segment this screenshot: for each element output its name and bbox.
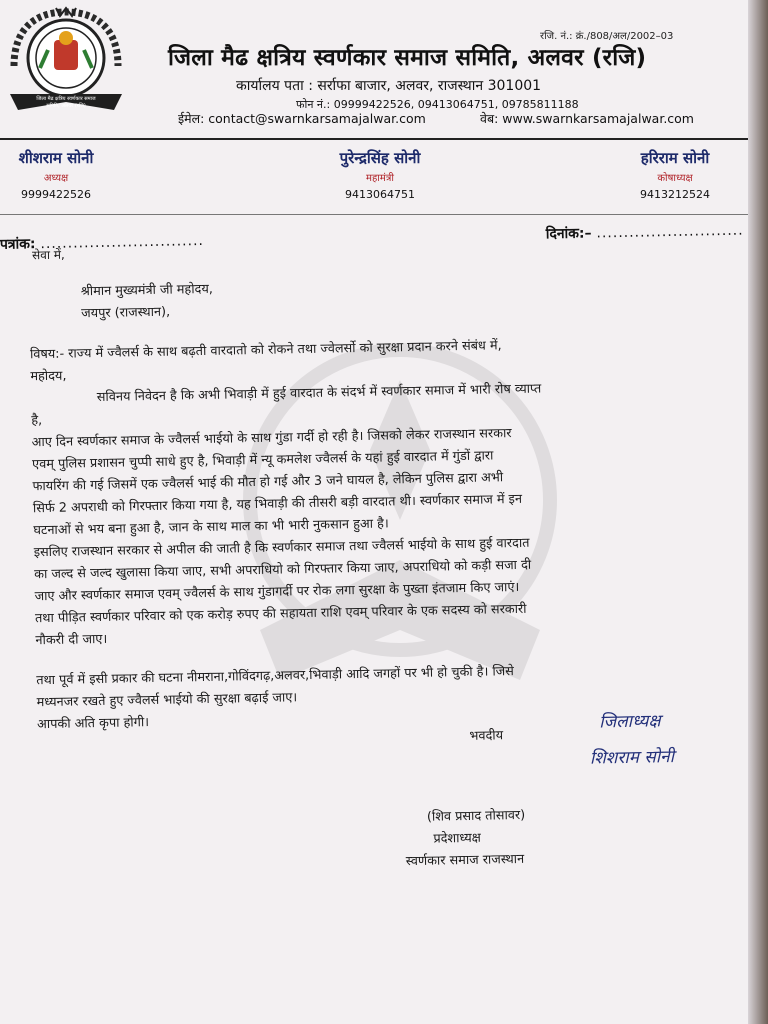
body-line: जाए और स्वर्णकार समाज एवम् ज्वैलर्स के साथ गुंडागर्दी पर रोक लगा सुरक्षा के पुख्ता इंतजाम किए जाएं। bbox=[34, 579, 520, 605]
email-address: ईमेल: contact@swarnkarsamajalwar.com bbox=[178, 111, 426, 126]
body-line: तथा पीड़ित स्वर्णकार परिवार को एक करोड़ रुपए की सहायता राशि एवम् परिवार के एक सदस्य को सरकारी bbox=[34, 601, 527, 627]
body-line: घटनाओं से भय बना हुआ है, जान के साथ माल का भी भारी नुकसान हुआ है। bbox=[33, 516, 389, 539]
subject-line: विषय:- राज्य में ज्वैलर्स के साथ बढ़ती वारदातो को रोकने तथा ज्वेलर्सो को सुरक्षा प्रदान करने संबंध में, bbox=[29, 338, 502, 363]
seva-mein: सेवा में, bbox=[31, 247, 65, 263]
addressee-line: श्रीमान मुख्यमंत्री जी महोदय, bbox=[80, 281, 214, 300]
body-line: आपकी अति कृपा होगी। bbox=[36, 715, 150, 733]
body-line: एवम् पुलिस प्रशासन चुप्पी साधे हुए है, भिवाड़ी में न्यू कमलेश ज्वैलर्स के यहां हुई वारदात में गुंडों द्वारा bbox=[31, 448, 494, 473]
office-address: कार्यालय पता : सर्राफा बाजार, अलवर, राजस्थान 301001 bbox=[236, 78, 542, 94]
signer-name: (शिव प्रसाद तोसावर) bbox=[426, 807, 526, 825]
body-line: फायरिंग की गई जिसमें एक ज्वैलर्स भाई की मौत हो गई और 3 जने घायल है, लेकिन पुलिस द्वारा अभी bbox=[32, 470, 504, 495]
officer-designation: कोषाध्यक्ष bbox=[657, 173, 693, 184]
patrank-blank: .............................. bbox=[40, 232, 205, 253]
phone-numbers: फोन नं.: 09999422526, 09413064751, 09785811188 bbox=[296, 98, 579, 111]
officer-phone: 9999422526 bbox=[21, 188, 91, 201]
salutation: महोदय, bbox=[30, 368, 67, 385]
officer-designation: अध्यक्ष bbox=[43, 173, 69, 184]
patrank-label: पत्रांक: .............................. bbox=[0, 232, 205, 253]
officer-phone: 9413064751 bbox=[345, 188, 415, 201]
body-line: सिर्फ 2 अपराधी को गिरफ्तार किया गया है, यह भिवाड़ी की तीसरी बड़ी वारदात थी। स्वर्णकार समाज में इन bbox=[32, 491, 523, 517]
addressee-line: जयपुर (राजस्थान), bbox=[81, 304, 171, 322]
body-line: नौकरी दी जाए। bbox=[35, 631, 108, 649]
body-line: सविनय निवेदन है कि अभी भिवाड़ी में हुई वारदात के संदर्भ में स्वर्णकार समाज में भारी रोष व्याप्त bbox=[96, 381, 542, 406]
body-line: मध्यनजर रखते हुए ज्वैलर्स भाईयो की सुरक्षा बढ़ाई जाए। bbox=[36, 690, 298, 711]
body-line: का जल्द से जल्द खुलासा किया जाए, सभी अपराधियो को गिरफ्तार किया जाए, अपराधियो को कड़ी सजा दी bbox=[34, 557, 532, 583]
body-line: तथा पूर्व में इसी प्रकार की घटना नीमराना,गोविंदगढ़,अलवर,भिवाड़ी आदि जगहों पर भी हो चुकी है। जिसे bbox=[36, 664, 515, 689]
officer-name: शीशराम सोनी bbox=[18, 149, 94, 167]
body-line: है, bbox=[31, 413, 43, 429]
website-address: वेब: www.swarnkarsamajalwar.com bbox=[480, 111, 694, 126]
closing-bhavdiya: भवदीय bbox=[469, 728, 504, 744]
registration-number: रजि. नं.: क्रं./808/अल/2002–03 bbox=[540, 31, 674, 42]
letterhead-title: जिला मैढ क्षत्रिय स्वर्णकार समाज समिति, अलवर (रजि) bbox=[168, 45, 647, 71]
dinank-blank: ........................... bbox=[596, 222, 744, 242]
officer-phone: 9413212524 bbox=[640, 188, 710, 201]
officer-name: हरिराम सोनी bbox=[640, 149, 710, 167]
body-line: इसलिए राजस्थान सरकार से अपील की जाती है कि स्वर्णकार समाज तथा ज्वैलर्स भाईयो के साथ हुई वारदात bbox=[33, 535, 530, 561]
seal-ribbon-text: समिति, अलवर (रजि) bbox=[46, 103, 86, 109]
handwritten-signature: शिशराम सोनी bbox=[589, 747, 675, 769]
body-line: आए दिन स्वर्णकार समाज के ज्वैलर्स भाईयो के साथ गुंडा गर्दी हो रही है। जिसको लेकर राजस्थान सरकार bbox=[31, 426, 512, 451]
officer-designation: महामंत्री bbox=[366, 173, 394, 184]
seal-ribbon-text: जिला मैढ क्षत्रिय स्वर्णकार समाज bbox=[36, 96, 96, 102]
signer-title: प्रदेशाध्यक्ष bbox=[433, 830, 482, 847]
officer-name: पुरेन्द्रसिंह सोनी bbox=[339, 149, 421, 167]
signer-organization: स्वर्णकार समाज राजस्थान bbox=[405, 851, 525, 870]
handwritten-designation: जिलाध्यक्ष bbox=[598, 711, 661, 733]
dinank-label: दिनांक:– ........................... bbox=[545, 222, 744, 243]
